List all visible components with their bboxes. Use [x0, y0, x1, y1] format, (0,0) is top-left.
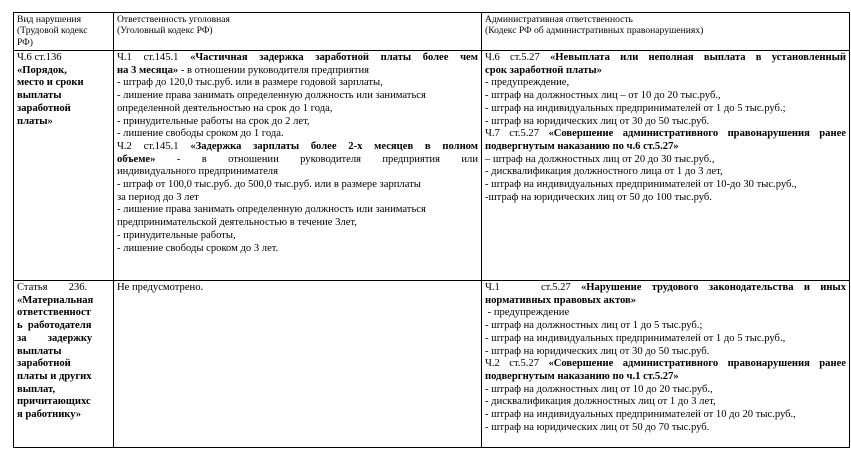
- violation-title-line: выплаты: [17, 90, 62, 102]
- admin-line: нормативных правовых актов»: [485, 294, 637, 306]
- criminal-line: объеме» - в отношении руководителя предприятия или: [117, 153, 478, 165]
- violation-title-line: «Материальная: [17, 294, 94, 306]
- violation-title-line: ответственност: [17, 307, 91, 319]
- admin-cell: [482, 281, 850, 448]
- violation-cell: [14, 281, 114, 448]
- admin-line: - штраф на юридических лиц от 50 до 70 тыс.руб.: [485, 421, 710, 433]
- header-criminal-liability: [114, 13, 482, 51]
- header-text: Вид нарушения: [17, 14, 81, 25]
- admin-line: - дисквалификация должностного лица от 1 до 3 лет,: [485, 166, 723, 178]
- header-text: (Кодекс РФ об административных правонарушениях): [485, 25, 704, 37]
- criminal-line: Не предусмотрено.: [117, 282, 204, 293]
- criminal-line: определенной деятельностью на срок до 1 года,: [117, 102, 333, 114]
- admin-line: Ч.7 ст.5.27 «Совершение административного правонарушения ранее: [485, 128, 846, 140]
- admin-line: - штраф на индивидуальных предпринимателей от 1 до 5 тыс.руб.,: [485, 332, 786, 344]
- violation-title-line: платы и других: [17, 370, 92, 382]
- violation-title-line: за задержку: [17, 332, 93, 344]
- table-row: [14, 51, 850, 281]
- admin-line: - штраф на индивидуальных предпринимателей от 10 до 20 тыс.руб.,: [485, 409, 796, 421]
- table-row: [14, 281, 850, 448]
- admin-line: подвергнутым наказанию по ч.1 ст.5.27»: [485, 370, 679, 382]
- admin-line: подвергнутым наказанию по ч.6 ст.5.27»: [485, 140, 679, 152]
- violation-title-line: место и сроки: [17, 77, 84, 89]
- criminal-line: - лишение права занимать определенную должность или заниматься: [117, 204, 426, 216]
- admin-cell: [482, 51, 850, 281]
- criminal-line: - принудительные работы,: [117, 229, 236, 241]
- criminal-line: Ч.2 ст.145.1 «Задержка зарплаты более 2-х месяцев в полном: [117, 140, 478, 152]
- header-text: Административная ответственность: [485, 14, 633, 25]
- violation-title-line: выплат,: [17, 383, 56, 395]
- header-text: (Уголовный кодекс РФ): [117, 25, 213, 37]
- admin-line: - штраф на индивидуальных предпринимателей от 1 до 5 тыс.руб.;: [485, 102, 786, 114]
- table-header-row: [14, 13, 850, 51]
- admin-line: Ч.1 ст.5.27 «Нарушение трудового законодательства и иных: [485, 282, 846, 293]
- admin-line: Ч.6 ст.5.27 «Невыплата или неполная выплата в установленный: [485, 52, 846, 63]
- admin-line: - штраф на юридических лиц от 30 до 50 тыс.руб.: [485, 115, 710, 127]
- criminal-line: индивидуального предпринимателя: [117, 166, 278, 178]
- violation-title-line: платы»: [17, 115, 53, 127]
- admin-line: -штраф на юридических лиц от 50 до 100 тыс.руб.: [485, 191, 712, 203]
- criminal-line: - лишение права занимать определенную должность или заниматься: [117, 90, 426, 102]
- criminal-line: - принудительные работы на срок до 2 лет,: [117, 115, 310, 127]
- header-violation-type: [14, 13, 114, 51]
- admin-line: - предупреждение: [485, 307, 570, 319]
- violation-cell: [14, 51, 114, 281]
- criminal-line: - лишение свободы сроком до 1 года.: [117, 128, 284, 140]
- admin-line: – штраф на должностных лиц от 20 до 30 тыс.руб.,: [485, 153, 715, 165]
- admin-line: срок заработной платы»: [485, 64, 602, 76]
- liability-table: [13, 12, 850, 448]
- criminal-cell: [114, 51, 482, 281]
- criminal-line: на 3 месяца» - в отношении руководителя предприятия: [117, 64, 370, 76]
- admin-line: - штраф на должностных лиц от 10 до 20 тыс.руб.,: [485, 383, 713, 395]
- header-text: РФ): [17, 36, 33, 48]
- header-text: (Трудовой кодекс: [17, 25, 88, 37]
- criminal-line: за период до 3 лет: [117, 191, 199, 203]
- admin-line: - дисквалификация должностных лиц от 1 до 3 лет,: [485, 396, 716, 408]
- admin-line: - штраф на индивидуальных предпринимателей от 10-до 30 тыс.руб.,: [485, 179, 797, 191]
- criminal-line: - лишение свободы сроком до 3 лет.: [117, 242, 279, 254]
- admin-line: Ч.2 ст.5.27 «Совершение административного правонарушения ранее: [485, 358, 846, 370]
- violation-ref: Ч.6 ст.136: [17, 52, 62, 63]
- violation-title-line: причитающихс: [17, 396, 91, 408]
- admin-line: - штраф на юридических лиц от 30 до 50 тыс.руб.: [485, 345, 710, 357]
- violation-title-line: «Порядок,: [17, 64, 67, 76]
- violation-ref: Статья 236.: [17, 282, 88, 293]
- criminal-line: - штраф от 100,0 тыс.руб. до 500,0 тыс.руб. или в размере зарплаты: [117, 179, 421, 191]
- criminal-line: Ч.1 ст.145.1 «Частичная задержка заработной платы более чем: [117, 52, 478, 63]
- criminal-line: - штраф до 120,0 тыс.руб. или в размере годовой зарплаты,: [117, 77, 383, 89]
- criminal-cell: [114, 281, 482, 448]
- header-admin-liability: [482, 13, 850, 51]
- criminal-line: предпринимательской деятельностью в течение 3лет,: [117, 217, 357, 229]
- admin-line: - штраф на должностных лиц – от 10 до 20 тыс.руб.,: [485, 90, 721, 102]
- header-text: Ответственность уголовная: [117, 14, 230, 25]
- violation-title-line: я работнику»: [17, 409, 82, 421]
- violation-title-line: заработной: [17, 358, 71, 370]
- violation-title-line: заработной: [17, 102, 71, 114]
- violation-title-line: ь работодателя: [17, 320, 92, 332]
- admin-line: - предупреждение,: [485, 77, 570, 89]
- admin-line: - штраф на должностных лиц от 1 до 5 тыс.руб.;: [485, 320, 703, 332]
- violation-title-line: выплаты: [17, 345, 62, 357]
